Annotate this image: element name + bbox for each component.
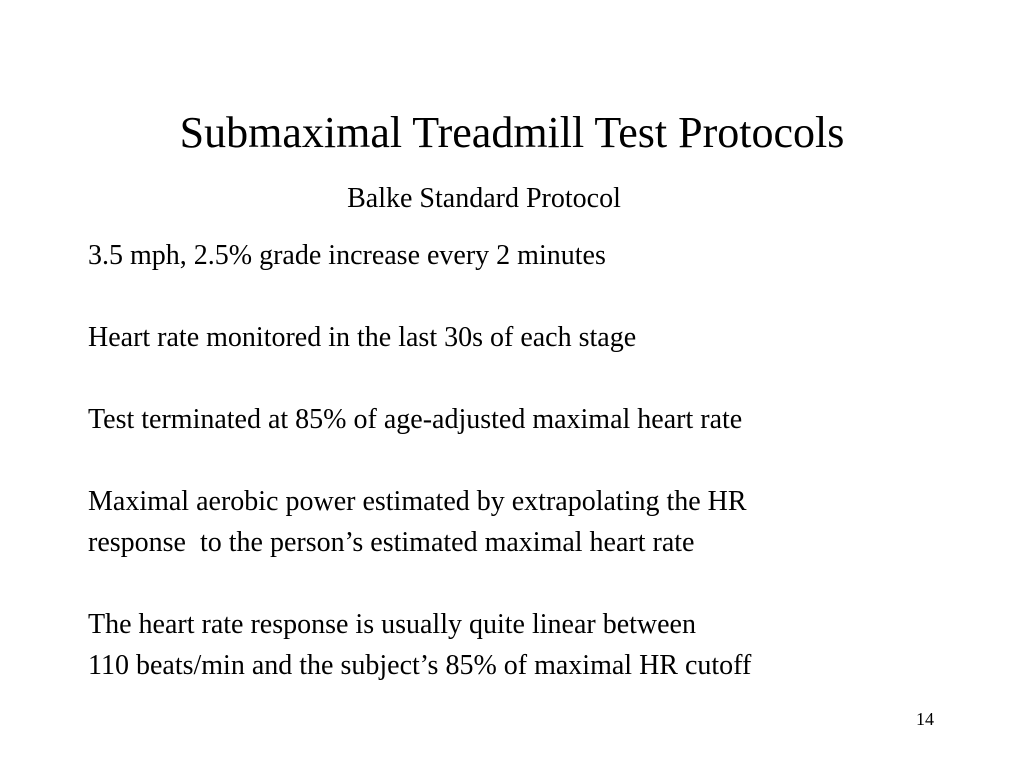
slide-body: [88, 235, 988, 686]
body-line-linear-response-2: 110 beats/min and the subject’s 85% of maximal HR cutoff: [88, 650, 752, 681]
body-line-aerobic-power-1: Maximal aerobic power estimated by extrapolating the HR: [88, 486, 747, 517]
slide-title: Submaximal Treadmill Test Protocols: [179, 108, 845, 157]
page-number: 14: [916, 709, 934, 729]
slide-subtitle: Balke Standard Protocol: [347, 183, 621, 214]
body-spacer: [88, 440, 988, 481]
body-line-heart-rate-monitoring: Heart rate monitored in the last 30s of each stage: [88, 322, 637, 353]
body-spacer: [88, 358, 988, 399]
body-line-linear-response-1: The heart rate response is usually quite linear between: [88, 609, 696, 640]
body-spacer: [88, 276, 988, 317]
body-line-aerobic-power-2: response to the person’s estimated maximal heart rate: [88, 527, 695, 558]
body-line-test-termination: Test terminated at 85% of age-adjusted maximal heart rate: [88, 404, 743, 435]
body-line-protocol-speed-grade: 3.5 mph, 2.5% grade increase every 2 minutes: [88, 240, 606, 271]
body-spacer: [88, 563, 988, 604]
